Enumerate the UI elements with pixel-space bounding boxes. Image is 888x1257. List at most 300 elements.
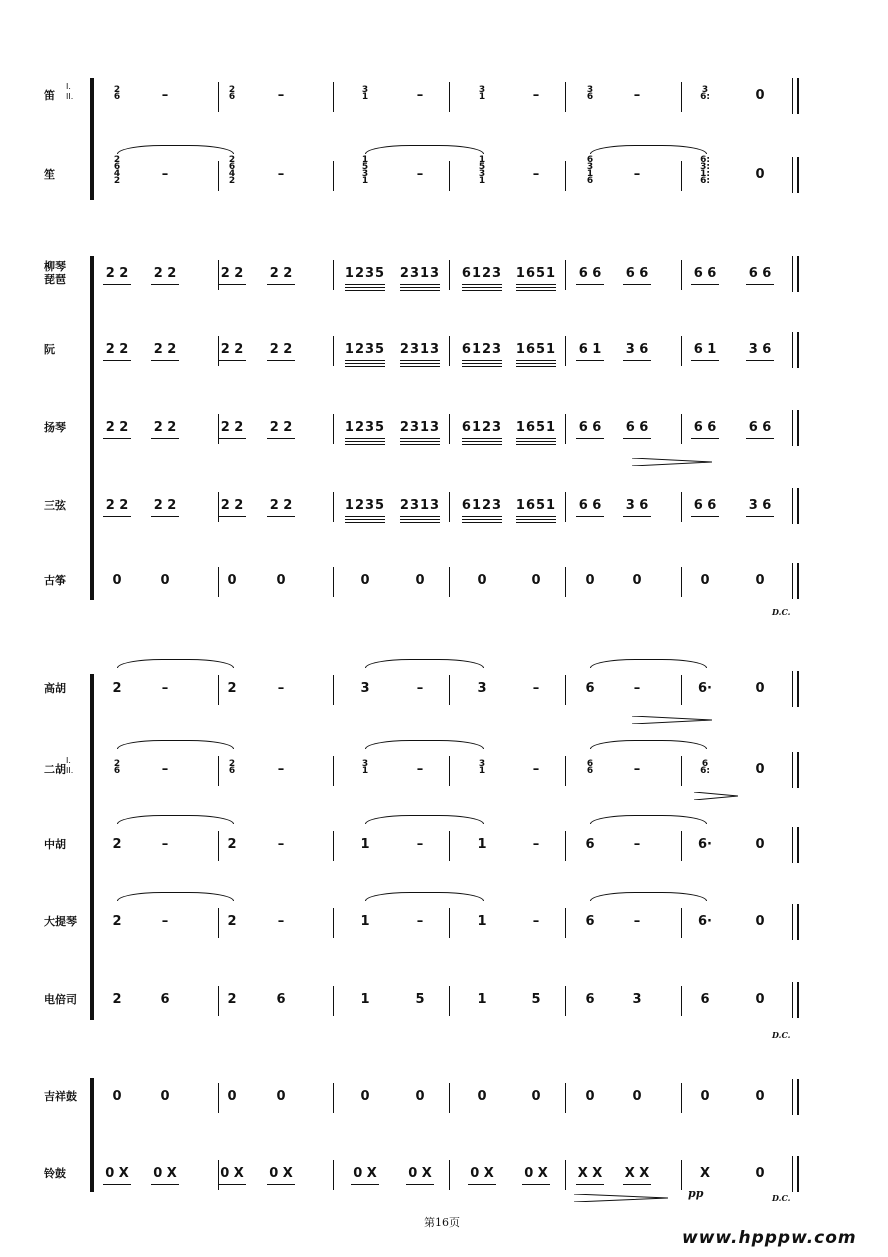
barline [333,492,334,522]
beam-underline [691,516,719,517]
note: 6 [276,992,286,1007]
beam-underline [267,516,295,517]
note: – [633,681,641,696]
barline [681,756,682,786]
beam-underline [400,360,440,361]
final-barline [792,488,799,524]
beam-underline [151,438,179,439]
barline [449,260,450,290]
barline [681,260,682,290]
beam-underline [218,1184,246,1185]
barline [565,908,566,938]
barline [449,567,450,597]
note: 3 [632,992,642,1007]
final-barline [792,332,799,368]
beam-underline [103,1184,131,1185]
barline [565,1083,566,1113]
barline [333,414,334,444]
beam-underline [516,519,556,520]
note: 2 2 [269,342,293,357]
beam-underline [400,287,440,288]
note: 0 [755,914,765,929]
note: – [277,837,285,852]
barline [565,260,566,290]
tie-slur [365,815,484,824]
group-bracket [90,1078,94,1192]
note: 0 [227,573,237,588]
note: 0 [632,573,642,588]
barline [565,831,566,861]
note: 3 6 [625,342,649,357]
final-barline [792,563,799,599]
note-chord: 2 6 4 2 [228,155,236,186]
note: 6 [160,992,170,1007]
dc-marking: D.C. [772,1193,791,1203]
note: 2 [112,992,122,1007]
barline [565,82,566,112]
note: 6 1 [693,342,717,357]
diminuendo-hairpin [694,792,738,800]
barline [218,1083,219,1113]
note: 1 [360,992,370,1007]
beam-underline [400,290,440,291]
note: 6123 [461,420,503,435]
barline [565,986,566,1016]
note-chord: 2 6 4 2 [113,155,121,186]
beam-underline [103,360,131,361]
note: 0 [531,573,541,588]
note: 2 2 [269,420,293,435]
diminuendo-hairpin [632,716,712,724]
beam-underline [345,519,385,520]
barline [681,82,682,112]
beam-underline [345,522,385,523]
note: 3 6 [748,498,772,513]
beam-underline [345,284,385,285]
beam-underline [400,284,440,285]
diminuendo-hairpin [574,1194,668,1202]
note: – [416,88,424,103]
barline [449,82,450,112]
note: 2 2 [220,498,244,513]
barline [218,336,219,366]
note: 2 2 [105,266,129,281]
note: 2 [112,914,122,929]
beam-underline [623,516,651,517]
beam-underline [462,363,502,364]
barline [449,336,450,366]
beam-underline [400,444,440,445]
diminuendo-hairpin [632,458,712,466]
note-chord: 2 6 [113,759,121,776]
beam-underline [623,360,651,361]
beam-underline [103,284,131,285]
tie-slur [117,145,234,154]
tie-slur [590,740,707,749]
barline [333,567,334,597]
beam-underline [462,287,502,288]
note: 3 6 [748,342,772,357]
instrument-label: 笙 [44,168,55,181]
note: 1 [360,837,370,852]
dc-marking: D.C. [772,607,791,617]
note: 0 [700,573,710,588]
note: 0 [360,1089,370,1104]
note: 2 2 [153,342,177,357]
beam-underline [345,363,385,364]
note: 0 [755,681,765,696]
beam-underline [345,360,385,361]
beam-underline [218,360,246,361]
note: 0 [415,573,425,588]
note: – [161,681,169,696]
beam-underline [576,438,604,439]
barline [449,414,450,444]
note: 1235 [344,498,386,513]
beam-underline [103,516,131,517]
note: 6 [585,914,595,929]
barline [449,908,450,938]
beam-underline [691,284,719,285]
instrument-label: 中胡 [44,838,66,851]
note: – [161,762,169,777]
beam-underline [218,516,246,517]
barline [681,908,682,938]
beam-underline [345,444,385,445]
instrument-label: 高胡 [44,682,66,695]
beam-underline [151,1184,179,1185]
barline [681,161,682,191]
barline [449,1160,450,1190]
note: 2 2 [153,420,177,435]
barline [449,756,450,786]
barline [449,161,450,191]
note: – [532,167,540,182]
barline [333,675,334,705]
beam-underline [218,438,246,439]
barline [333,756,334,786]
barline [218,161,219,191]
barline [333,986,334,1016]
note: – [277,762,285,777]
note: – [633,914,641,929]
beam-underline [103,438,131,439]
beam-underline [516,360,556,361]
page-number: 第16页 [424,1216,460,1229]
note: 2 2 [220,420,244,435]
barline [218,260,219,290]
note: – [161,167,169,182]
note-chord: 3 1 [361,759,369,776]
tie-slur [117,892,234,901]
beam-underline [516,444,556,445]
note: X X [624,1166,650,1181]
beam-underline [400,516,440,517]
tie-slur [365,145,484,154]
note: 6 [585,992,595,1007]
note: 0 X [269,1166,293,1181]
note: 0 [755,573,765,588]
tie-slur [365,740,484,749]
final-barline [792,410,799,446]
tie-slur [365,892,484,901]
final-barline [792,982,799,1018]
beam-underline [576,284,604,285]
beam-underline [400,519,440,520]
note: 1651 [515,498,557,513]
beam-underline [345,441,385,442]
barline [565,675,566,705]
final-barline [792,904,799,940]
beam-underline [516,363,556,364]
beam-underline [345,366,385,367]
note: – [532,88,540,103]
barline [333,82,334,112]
note: 2 2 [269,266,293,281]
tie-slur [590,659,707,668]
beam-underline [691,360,719,361]
final-barline [792,1079,799,1115]
note: 0 [755,167,765,182]
beam-underline [400,441,440,442]
note: X X [577,1166,603,1181]
note: 2 [112,681,122,696]
barline [681,414,682,444]
barline [333,336,334,366]
group-bracket [90,256,94,600]
note: 0 [112,573,122,588]
beam-underline [516,366,556,367]
tie-slur [590,145,707,154]
note: 1651 [515,266,557,281]
note: – [532,681,540,696]
note: 6 6 [578,420,602,435]
beam-underline [691,438,719,439]
beam-underline [345,438,385,439]
barline [681,831,682,861]
note: – [416,167,424,182]
note: 6 [585,837,595,852]
barline [218,492,219,522]
note: 0 [755,762,765,777]
note: – [633,88,641,103]
note: 6 [585,681,595,696]
note: 0 [531,1089,541,1104]
note: 1 [477,992,487,1007]
beam-underline [623,284,651,285]
barline [218,756,219,786]
note: 1235 [344,266,386,281]
barline [565,414,566,444]
note: 1 [360,914,370,929]
note: 6 6 [625,420,649,435]
beam-underline [576,516,604,517]
beam-underline [267,1184,295,1185]
note: – [633,762,641,777]
beam-underline [267,360,295,361]
note: – [161,837,169,852]
beam-underline [345,290,385,291]
note: 0 [755,837,765,852]
note: 0 [276,1089,286,1104]
final-barline [792,752,799,788]
final-barline [792,157,799,193]
beam-underline [468,1184,496,1185]
note: – [532,914,540,929]
beam-underline [623,1184,651,1185]
note-chord: 3 6 [586,85,594,102]
barline [565,336,566,366]
note: 2 2 [105,498,129,513]
beam-underline [516,441,556,442]
instrument-label: 柳琴 琵琶 [44,260,66,286]
beam-underline [151,284,179,285]
note: 6 6 [578,266,602,281]
note: 2 [227,681,237,696]
tie-slur [117,659,234,668]
note: 0 [227,1089,237,1104]
beam-underline [516,522,556,523]
beam-underline [345,516,385,517]
beam-underline [400,366,440,367]
beam-underline [462,519,502,520]
note: X [699,1166,711,1181]
note: 0 [276,573,286,588]
barline [333,908,334,938]
note: 0 X [408,1166,432,1181]
beam-underline [516,516,556,517]
barline [333,161,334,191]
note-chord: 3 6: [700,85,710,102]
beam-underline [462,360,502,361]
tie-slur [590,815,707,824]
note: 0 X [470,1166,494,1181]
note: 2 [227,914,237,929]
note: – [416,837,424,852]
watermark: www.hpppw.com [682,1228,857,1248]
note: 2 2 [220,266,244,281]
note: 3 [477,681,487,696]
barline [218,986,219,1016]
note: 0 [585,1089,595,1104]
instrument-label: 电倍司 [44,993,77,1006]
note: 2 2 [153,498,177,513]
barline [218,567,219,597]
beam-underline [351,1184,379,1185]
note: 0 [755,1166,765,1181]
note: 0 X [353,1166,377,1181]
beam-underline [462,522,502,523]
note: 6 6 [693,266,717,281]
instrument-part-label: I. II. [66,82,74,101]
instrument-part-label: I. II. [66,756,74,775]
note: 2 [112,837,122,852]
note: 6 6 [693,498,717,513]
note: – [416,762,424,777]
note: 6 6 [693,420,717,435]
note: 2 2 [105,420,129,435]
note: 3 6 [625,498,649,513]
barline [565,1160,566,1190]
note: 6· [698,837,712,852]
tie-slur [365,659,484,668]
note: 1 [477,837,487,852]
barline [218,908,219,938]
note: 6 [700,992,710,1007]
note: 1651 [515,342,557,357]
barline [449,1083,450,1113]
final-barline [792,827,799,863]
note: 0 [360,573,370,588]
tie-slur [117,815,234,824]
note: 2 2 [220,342,244,357]
note: 5 [531,992,541,1007]
beam-underline [400,438,440,439]
barline [565,161,566,191]
beam-underline [218,284,246,285]
group-bracket [90,674,94,1020]
note: 0 X [220,1166,244,1181]
barline [218,675,219,705]
note: 2 2 [269,498,293,513]
note: 2 2 [105,342,129,357]
beam-underline [462,290,502,291]
note: 1235 [344,420,386,435]
note-chord: 6: 3: 1: 6: [700,155,710,186]
beam-underline [462,438,502,439]
note-chord: 3 1 [361,85,369,102]
beam-underline [462,284,502,285]
tie-slur [117,740,234,749]
note-chord: 1 5 3 1 [361,155,369,186]
beam-underline [746,284,774,285]
barline [449,986,450,1016]
tie-slur [590,892,707,901]
beam-underline [462,366,502,367]
beam-underline [522,1184,550,1185]
beam-underline [576,360,604,361]
note: 6123 [461,498,503,513]
barline [565,756,566,786]
note: 2313 [399,498,441,513]
note: 0 [160,573,170,588]
note-chord: 2 6 [228,85,236,102]
barline [218,831,219,861]
note: 6123 [461,266,503,281]
barline [333,1083,334,1113]
beam-underline [462,441,502,442]
note: – [277,681,285,696]
group-bracket [90,78,94,200]
note: – [532,837,540,852]
note: 6 6 [625,266,649,281]
note: 0 [415,1089,425,1104]
note: 6· [698,681,712,696]
barline [218,1160,219,1190]
note-chord: 6 6: [700,759,710,776]
barline [218,82,219,112]
note: – [532,762,540,777]
beam-underline [746,516,774,517]
barline [681,567,682,597]
barline [681,492,682,522]
barline [449,831,450,861]
barline [681,1083,682,1113]
note: 2313 [399,420,441,435]
note: 0 [477,1089,487,1104]
barline [681,675,682,705]
note: – [277,914,285,929]
